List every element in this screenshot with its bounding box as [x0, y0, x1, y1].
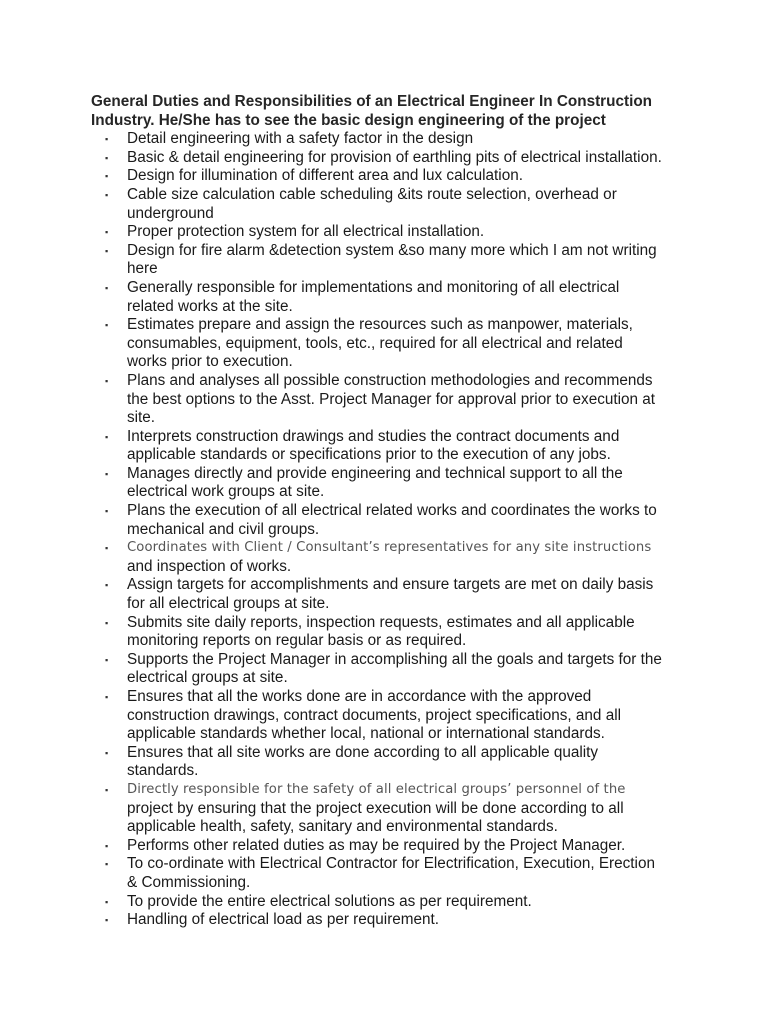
heading-line: General Duties and Responsibilities of an Electrical Engineer In Construction [91, 93, 653, 110]
list-item-line: standards. [127, 762, 199, 780]
list-item-line: monitoring reports on regular basis or as required. [127, 632, 467, 650]
list-item-line: Cable size calculation cable scheduling &its route selection, overhead or [127, 185, 617, 203]
list-item [91, 167, 691, 186]
list-item [91, 316, 691, 372]
list-item-line: project by ensuring that the project execution will be done according to all [127, 799, 624, 817]
list-item-line: Submits site daily reports, inspection requests, estimates and all applicable [127, 613, 635, 631]
bullet-icon: ▪ [105, 580, 109, 591]
bullet-icon: ▪ [105, 784, 109, 795]
list-item [91, 539, 691, 576]
list-item-line: & Commissioning. [127, 873, 251, 891]
bullet-icon: ▪ [105, 282, 109, 293]
list-item [91, 223, 691, 242]
list-item-line: Plans and analyses all possible construction methodologies and recommends [127, 371, 653, 389]
bullet-icon: ▪ [105, 692, 109, 702]
list-item-line: for all electrical groups at site. [127, 595, 330, 613]
bullet-icon: ▪ [105, 915, 109, 926]
list-item-line: applicable health, safety, sanitary and environmental standards. [127, 818, 558, 836]
list-item [91, 855, 691, 892]
list-item [91, 428, 691, 465]
list-item [91, 242, 691, 279]
list-item [91, 651, 691, 688]
bullet-icon: ▪ [105, 189, 109, 200]
list-item-line: Ensures that all the works done are in accordance with the approved [127, 688, 592, 705]
list-item-line: Proper protection system for all electrical installation. [127, 223, 485, 241]
list-item [91, 186, 691, 223]
list-item-line: electrical work groups at site. [127, 483, 325, 501]
list-item [91, 911, 691, 930]
list-item [91, 465, 691, 502]
list-item [91, 502, 691, 539]
list-item-line: the best options to the Asst. Project Manager for approval prior to execution at [127, 390, 656, 408]
list-item-line: Design for illumination of different area and lux calculation. [127, 167, 523, 185]
list-item-line: Manages directly and provide engineering and technical support to all the [127, 464, 623, 482]
list-item-line: Estimates prepare and assign the resources such as manpower, materials, [127, 316, 633, 334]
list-item-line: Ensures that all site works are done according to all applicable quality [127, 743, 599, 761]
list-item [91, 688, 691, 744]
bullet-icon: ▪ [105, 617, 109, 628]
bullet-icon: ▪ [105, 375, 109, 386]
list-item-line: consumables, equipment, tools, etc., required for all electrical and related [127, 334, 623, 352]
list-item-line: mechanical and civil groups. [127, 520, 320, 538]
bullet-icon: ▪ [105, 543, 109, 554]
list-item [91, 149, 691, 168]
bullet-icon: ▪ [105, 506, 109, 517]
document-page [91, 93, 691, 930]
list-item-line: To co-ordinate with Electrical Contractor for Electrification, Execution, Erection [127, 855, 655, 873]
list-item-line: Performs other related duties as may be required by the Project Manager. [127, 836, 626, 854]
bullet-icon: ▪ [105, 747, 109, 758]
list-item [91, 837, 691, 856]
bullet-icon: ▪ [105, 134, 109, 145]
list-item-line: Handling of electrical load as per requirement. [127, 911, 440, 929]
list-item-line: Interprets construction drawings and studies the contract documents and [127, 427, 620, 445]
bullet-icon: ▪ [105, 859, 109, 870]
list-item-line: works prior to execution. [127, 353, 293, 371]
list-item [91, 279, 691, 316]
list-item-line: here [127, 260, 158, 278]
list-item [91, 893, 691, 912]
list-item-line: Coordinates with Client / Consultant’s representatives for any site instructions [127, 540, 652, 556]
list-item [91, 614, 691, 651]
bullet-icon: ▪ [105, 171, 109, 182]
list-item [91, 781, 691, 837]
bullet-icon: ▪ [105, 152, 109, 163]
list-item-line: Supports the Project Manager in accomplishing all the goals and targets for the [127, 650, 662, 668]
list-item [91, 372, 691, 428]
bullet-icon: ▪ [105, 431, 109, 442]
list-item-line: site. [127, 409, 156, 427]
bullet-icon: ▪ [105, 245, 109, 256]
list-item-line: Generally responsible for implementations and monitoring of all electrical [127, 278, 620, 296]
bullet-icon: ▪ [105, 468, 109, 479]
list-item-line: Assign targets for accomplishments and ensure targets are met on daily basis [127, 576, 654, 594]
list-item-line: To provide the entire electrical solutions as per requirement. [127, 892, 532, 910]
list-item-line: applicable standards or specifications prior to the execution of any jobs. [127, 446, 611, 464]
heading-line: Industry. He/She has to see the basic design engineering of the project [91, 111, 606, 129]
list-item-line: Basic & detail engineering for provision of earthling pits of electrical installation. [127, 148, 662, 166]
list-item-line: Design for fire alarm &detection system &so many more which I am not writing [127, 241, 657, 259]
list-item-line: applicable standards whether local, national or international standards. [127, 725, 605, 743]
list-item [91, 576, 691, 613]
bullet-icon: ▪ [105, 840, 109, 851]
bullet-icon: ▪ [105, 320, 109, 331]
duties-list [91, 130, 691, 930]
bullet-icon: ▪ [105, 227, 109, 238]
bullet-icon: ▪ [105, 896, 109, 907]
list-item [91, 744, 691, 781]
list-item-line: Detail engineering with a safety factor in the design [127, 130, 474, 148]
list-item-line: underground [127, 204, 214, 222]
list-item-line: Directly responsible for the safety of all electrical groups’ personnel of the [127, 781, 626, 797]
list-item-line: electrical groups at site. [127, 669, 288, 687]
list-item [91, 130, 691, 149]
list-item-line: related works at the site. [127, 297, 293, 315]
document-heading [91, 93, 691, 130]
list-item-line: Plans the execution of all electrical related works and coordinates the works to [127, 502, 657, 520]
list-item-line: construction drawings, contract documents, project specifications, and all [127, 706, 621, 724]
list-item-line: and inspection of works. [127, 557, 292, 575]
bullet-icon: ▪ [105, 654, 109, 665]
